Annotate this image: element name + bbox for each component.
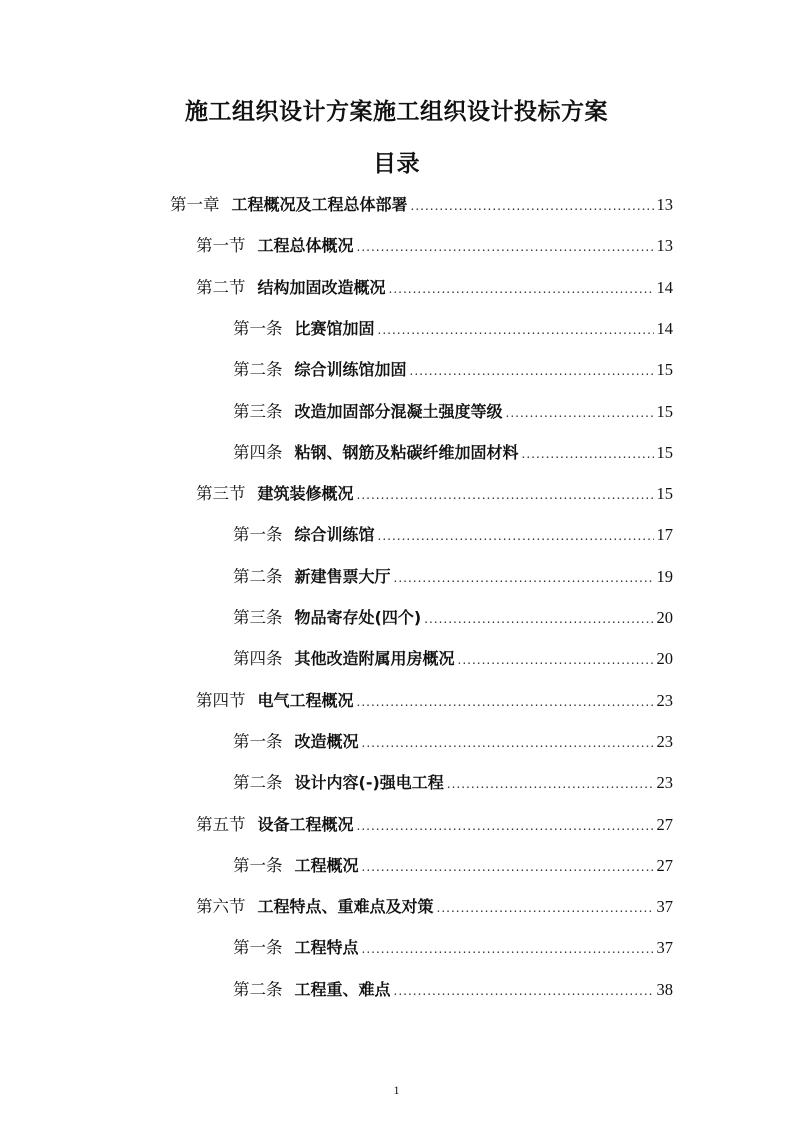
toc-dot-leader [357, 814, 654, 838]
toc-entry-prefix: 第一章 [170, 195, 220, 214]
toc-dot-leader [357, 483, 654, 507]
toc-entry-page: 20 [656, 649, 673, 668]
toc-dot-leader [424, 607, 653, 631]
toc-entry-text: 改造概况 [294, 732, 359, 751]
toc-entry-prefix: 第三节 [196, 484, 246, 503]
toc-entry[interactable] [196, 482, 673, 506]
toc-entry[interactable] [233, 978, 673, 1002]
toc-dot-leader [362, 937, 654, 961]
toc-dot-leader [506, 401, 654, 425]
toc-entry-page: 23 [656, 773, 673, 792]
toc-entry[interactable] [233, 730, 673, 754]
toc-entry[interactable] [233, 647, 673, 671]
toc-entry[interactable] [196, 689, 673, 713]
toc-entry-prefix: 第一条 [233, 525, 283, 544]
toc-entry-prefix: 第二节 [196, 278, 246, 297]
toc-dot-leader [437, 896, 654, 920]
toc-entry-text: 其他改造附属用房概况 [294, 649, 455, 668]
toc-entry-prefix: 第四节 [196, 691, 246, 710]
toc-entry[interactable] [233, 606, 673, 630]
toc-entry-prefix: 第一条 [233, 938, 283, 957]
toc-entry[interactable] [233, 317, 673, 341]
toc-entry-page: 15 [656, 402, 673, 421]
toc-entry-prefix: 第三条 [233, 402, 283, 421]
toc-entry-prefix: 第三条 [233, 608, 283, 627]
toc-dot-leader [362, 731, 654, 755]
toc-entry-page: 14 [656, 319, 673, 338]
toc-entry-text: 物品寄存处(四个) [294, 608, 422, 627]
toc-entry-page: 15 [656, 484, 673, 503]
toc-dot-leader [378, 524, 654, 548]
toc-entry-page: 19 [656, 567, 673, 586]
toc-entry-prefix: 第一节 [196, 236, 246, 255]
toc-dot-leader [389, 277, 654, 301]
toc-entry-text: 设备工程概况 [257, 815, 354, 834]
document-title: 施工组织设计方案施工组织设计投标方案 [185, 99, 608, 125]
toc-entry[interactable] [233, 771, 673, 795]
toc-entry-text: 结构加固改造概况 [257, 278, 386, 297]
toc-entry-prefix: 第六节 [196, 897, 246, 916]
toc-entry-prefix: 第五节 [196, 815, 246, 834]
toc-entry[interactable] [233, 358, 673, 382]
toc-entry[interactable] [196, 276, 673, 300]
toc-entry-text: 综合训练馆加固 [294, 360, 407, 379]
toc-entry-text: 综合训练馆 [294, 525, 375, 544]
toc-entry[interactable] [196, 234, 673, 258]
toc-entry-prefix: 第二条 [233, 773, 283, 792]
toc-entry-page: 15 [656, 360, 673, 379]
toc-entry-prefix: 第二条 [233, 360, 283, 379]
toc-entry-text: 工程特点、重难点及对策 [257, 897, 434, 916]
toc-entry-page: 13 [656, 195, 673, 214]
toc-entry-text: 工程特点 [294, 938, 359, 957]
toc-entry-prefix: 第二条 [233, 980, 283, 999]
toc-entry[interactable] [233, 441, 673, 465]
toc-entry-text: 建筑装修概况 [257, 484, 354, 503]
toc-entry-page: 37 [656, 938, 673, 957]
page-number: 1 [393, 1083, 400, 1097]
toc-entry-prefix: 第一条 [233, 856, 283, 875]
toc-entry-page: 13 [656, 236, 673, 255]
toc-dot-leader [362, 855, 654, 879]
toc-entry-text: 新建售票大厅 [294, 567, 391, 586]
toc-dot-leader [411, 194, 654, 218]
toc-entry[interactable] [233, 854, 673, 878]
toc-entry[interactable] [170, 193, 673, 217]
toc-entry[interactable] [196, 813, 673, 837]
toc-dot-leader [447, 772, 654, 796]
toc-dot-leader [378, 318, 654, 342]
toc-entry-page: 17 [656, 525, 673, 544]
toc-dot-leader [394, 566, 654, 590]
toc-entry-page: 23 [656, 732, 673, 751]
toc-entry[interactable] [233, 523, 673, 547]
toc-entry-prefix: 第四条 [233, 443, 283, 462]
toc-entry-text: 工程概况 [294, 856, 359, 875]
toc-entry-page: 27 [656, 856, 673, 875]
toc-entry-page: 38 [656, 980, 673, 999]
toc-entry-page: 23 [656, 691, 673, 710]
toc-entry-text: 粘钢、钢筋及粘碳纤维加固材料 [294, 443, 519, 462]
toc-dot-leader [357, 235, 654, 259]
toc-entry-page: 37 [656, 897, 673, 916]
toc-entry-text: 设计内容(-)强电工程 [294, 773, 444, 792]
toc-entry-prefix: 第一条 [233, 319, 283, 338]
toc-entry-text: 电气工程概况 [257, 691, 354, 710]
toc-entry[interactable] [233, 565, 673, 589]
toc-entry[interactable] [233, 936, 673, 960]
toc-entry-text: 工程重、难点 [294, 980, 391, 999]
toc-dot-leader [522, 442, 654, 466]
toc-entry-page: 20 [656, 608, 673, 627]
toc-entry-page: 14 [656, 278, 673, 297]
toc-entry-page: 27 [656, 815, 673, 834]
toc-dot-leader [357, 690, 654, 714]
toc-entry[interactable] [233, 400, 673, 424]
toc-entry-text: 改造加固部分混凝土强度等级 [294, 402, 503, 421]
toc-dot-leader [410, 359, 654, 383]
toc-entry-text: 比赛馆加固 [294, 319, 375, 338]
toc-entry-text: 工程总体概况 [257, 236, 354, 255]
toc-entry-prefix: 第一条 [233, 732, 283, 751]
toc-heading: 目录 [373, 151, 420, 177]
toc-entry-text: 工程概况及工程总体部署 [231, 195, 408, 214]
toc-entry-prefix: 第二条 [233, 567, 283, 586]
toc-entry-prefix: 第四条 [233, 649, 283, 668]
toc-dot-leader [394, 979, 654, 1003]
toc-entry-page: 15 [656, 443, 673, 462]
toc-dot-leader [458, 648, 654, 672]
toc-entry[interactable] [196, 895, 673, 919]
